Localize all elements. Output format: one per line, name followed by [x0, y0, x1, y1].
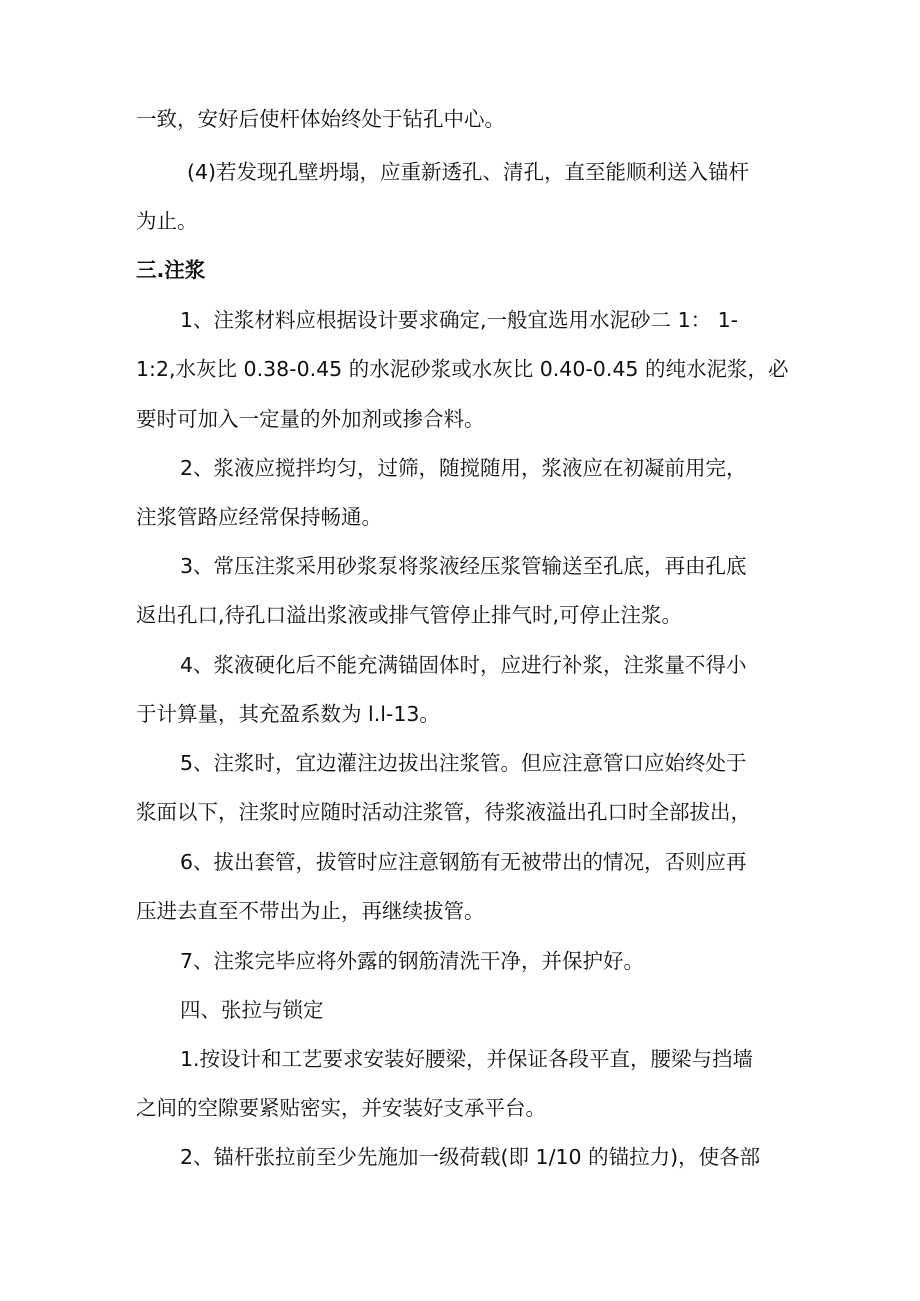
text-line: 为止。 — [136, 209, 198, 233]
text-line: 1.按设计和工艺要求安装好腰梁，并保证各段平直，腰梁与挡墙 — [180, 1047, 754, 1071]
text-line: 4、浆液硬化后不能充满锚固体时，应进行补浆，注浆量不得小 — [180, 653, 747, 677]
text-line: 返出孔口,待孔口溢出浆液或排气管停止排气时,可停止注浆。 — [136, 603, 683, 627]
section-heading: 三.注浆 — [136, 258, 206, 282]
text-line: 1、注浆材料应根据设计要求确定,一般宜选用水泥砂二 1： 1- — [180, 308, 739, 332]
text-line: 2、浆液应搅拌均匀，过筛，随搅随用，浆液应在初凝前用完， — [180, 456, 747, 480]
section-heading: 四、张拉与锁定 — [180, 998, 324, 1022]
text-line: 一致，安好后使杆体始终处于钻孔中心。 — [136, 107, 505, 131]
text-line: 注浆管路应经常保持畅通。 — [136, 505, 382, 529]
text-line: 于计算量，其充盈系数为 l.l-13。 — [136, 702, 440, 726]
text-line: 之间的空隙要紧贴密实，并安装好支承平台。 — [136, 1096, 546, 1120]
text-line: 浆面以下，注浆时应随时活动注浆管，待浆液溢出孔口时全部拔出， — [136, 800, 751, 824]
text-line: 5、注浆时，宜边灌注边拔出注浆管。但应注意管口应始终处于 — [180, 751, 747, 775]
text-line: 压进去直至不带出为止，再继续拔管。 — [136, 899, 485, 923]
text-line: 6、拔出套管，拔管时应注意钢筋有无被带出的情况，否则应再 — [180, 850, 747, 874]
text-line: 要时可加入一定量的外加剂或掺合料。 — [136, 407, 485, 431]
text-line: 3、常压注浆采用砂浆泵将浆液经压浆管输送至孔底，再由孔底 — [180, 554, 747, 578]
text-line: 7、注浆完毕应将外露的钢筋清洗干净，并保护好。 — [180, 949, 645, 973]
text-line: 2、锚杆张拉前至少先施加一级荷载(即 1/10 的锚拉力)，使各部 — [180, 1145, 761, 1169]
text-line: (4)若发现孔壁坍塌，应重新透孔、清孔，直至能顺利送入锚杆 — [187, 160, 750, 184]
text-line: 1:2,水灰比 0.38-0.45 的水泥砂浆或水灰比 0.40-0.45 的纯水泥浆，必 — [136, 357, 789, 381]
